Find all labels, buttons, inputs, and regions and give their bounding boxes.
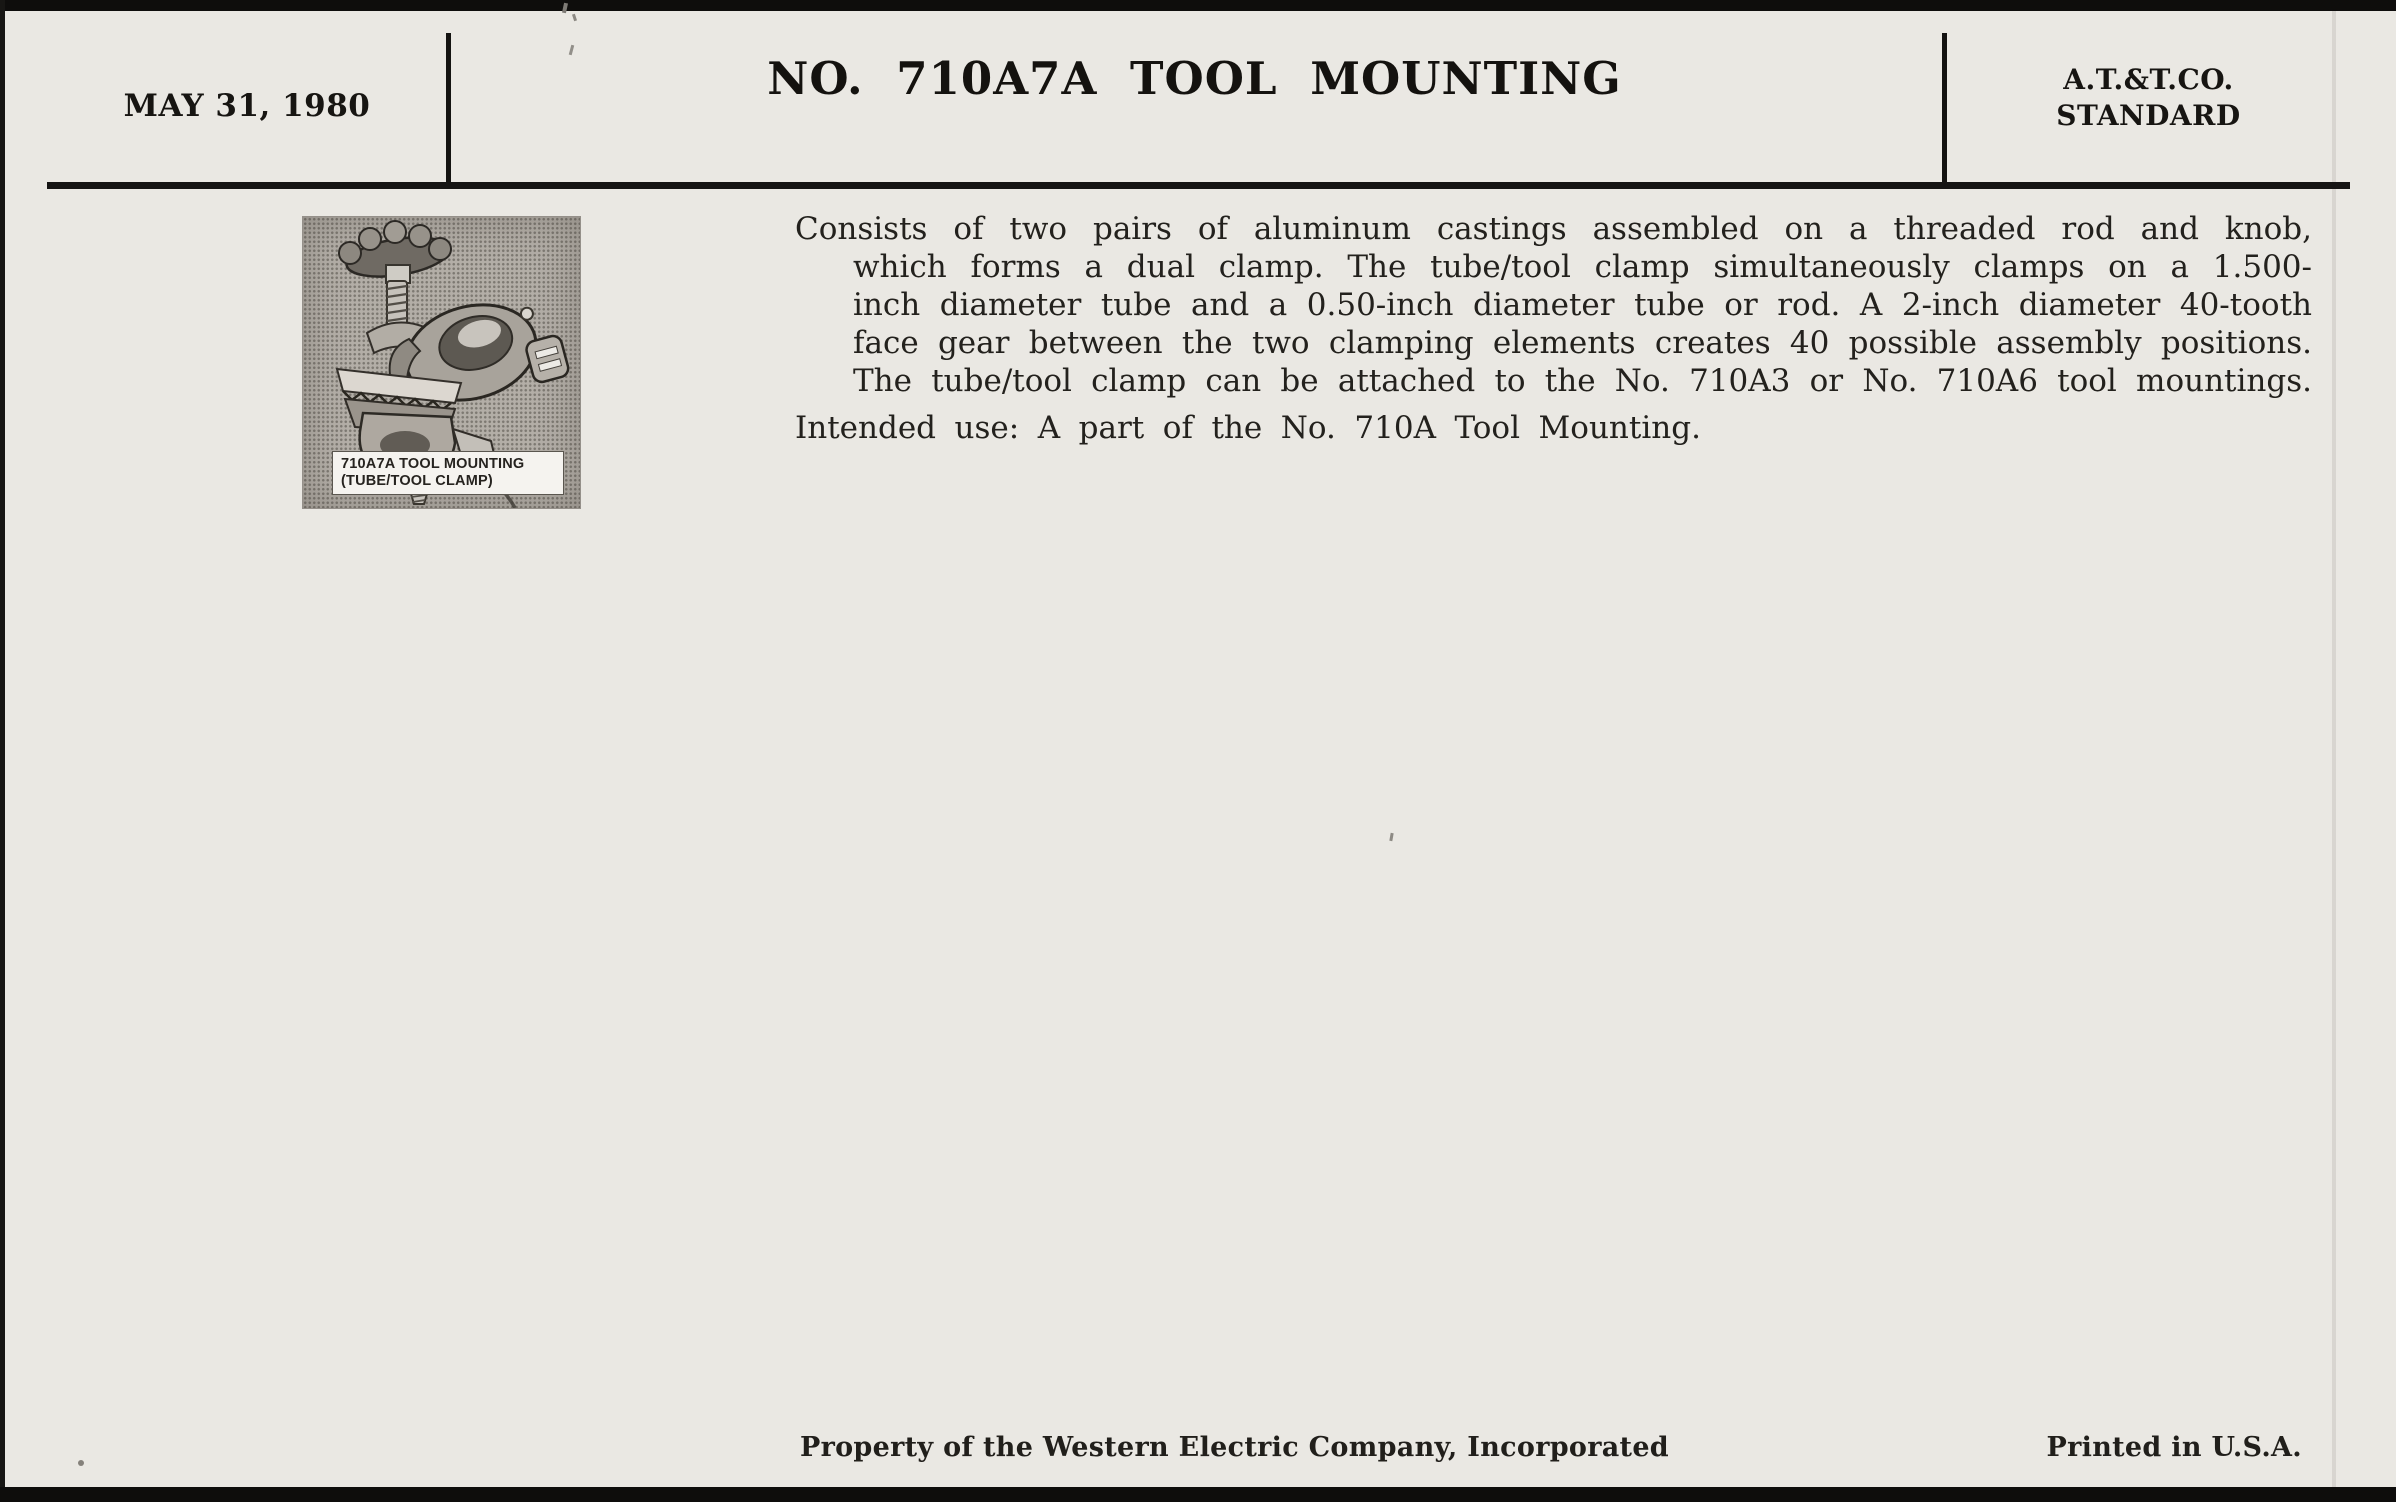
description-line: inch diameter tube and a 0.50-inch diameter tube or rod. A 2-inch diameter 40-tooth xyxy=(853,287,2312,323)
description-block xyxy=(795,210,2312,447)
property-notice: Property of the Western Electric Company, Incorporated xyxy=(800,1432,1669,1463)
header-rule xyxy=(47,182,2350,189)
org-line-2: STANDARD xyxy=(2056,99,2241,132)
scan-speck xyxy=(78,1460,84,1466)
description-line: Consists of two pairs of aluminum castings assembled on a threaded rod and knob, xyxy=(795,211,2312,247)
page-title: NO. 710A7A TOOL MOUNTING xyxy=(767,52,1622,105)
scan-speck xyxy=(1389,833,1393,841)
knob-handwheel xyxy=(339,221,452,283)
scan-border-left xyxy=(0,0,5,1502)
product-photo xyxy=(302,216,581,509)
scan-border-top xyxy=(0,0,2396,11)
printed-in-usa: Printed in U.S.A. xyxy=(2046,1432,2302,1463)
scan-border-bottom xyxy=(0,1487,2396,1502)
description-line: The tube/tool clamp can be attached to the No. 710A3 or No. 710A6 tool mountings. xyxy=(853,363,2312,399)
intended-use-line: Intended use: A part of the No. 710A Tool Mounting. xyxy=(795,410,1701,446)
scan-fold-line xyxy=(2332,11,2336,1487)
org-standard-block xyxy=(1947,62,2350,134)
caption-line-1: 710A7A TOOL MOUNTING xyxy=(341,456,525,472)
issue-date: MAY 31, 1980 xyxy=(123,88,371,124)
org-line-1: A.T.&T.CO. xyxy=(2063,63,2234,96)
scan-speck xyxy=(572,14,577,22)
description-line: which forms a dual clamp. The tube/tool clamp simultaneously clamps on a 1.500- xyxy=(853,249,2312,285)
photo-caption xyxy=(332,451,564,495)
description-line: face gear between the two clamping elements creates 40 possible assembly positions. xyxy=(853,325,2312,361)
caption-line-2: (TUBE/TOOL CLAMP) xyxy=(341,472,493,489)
